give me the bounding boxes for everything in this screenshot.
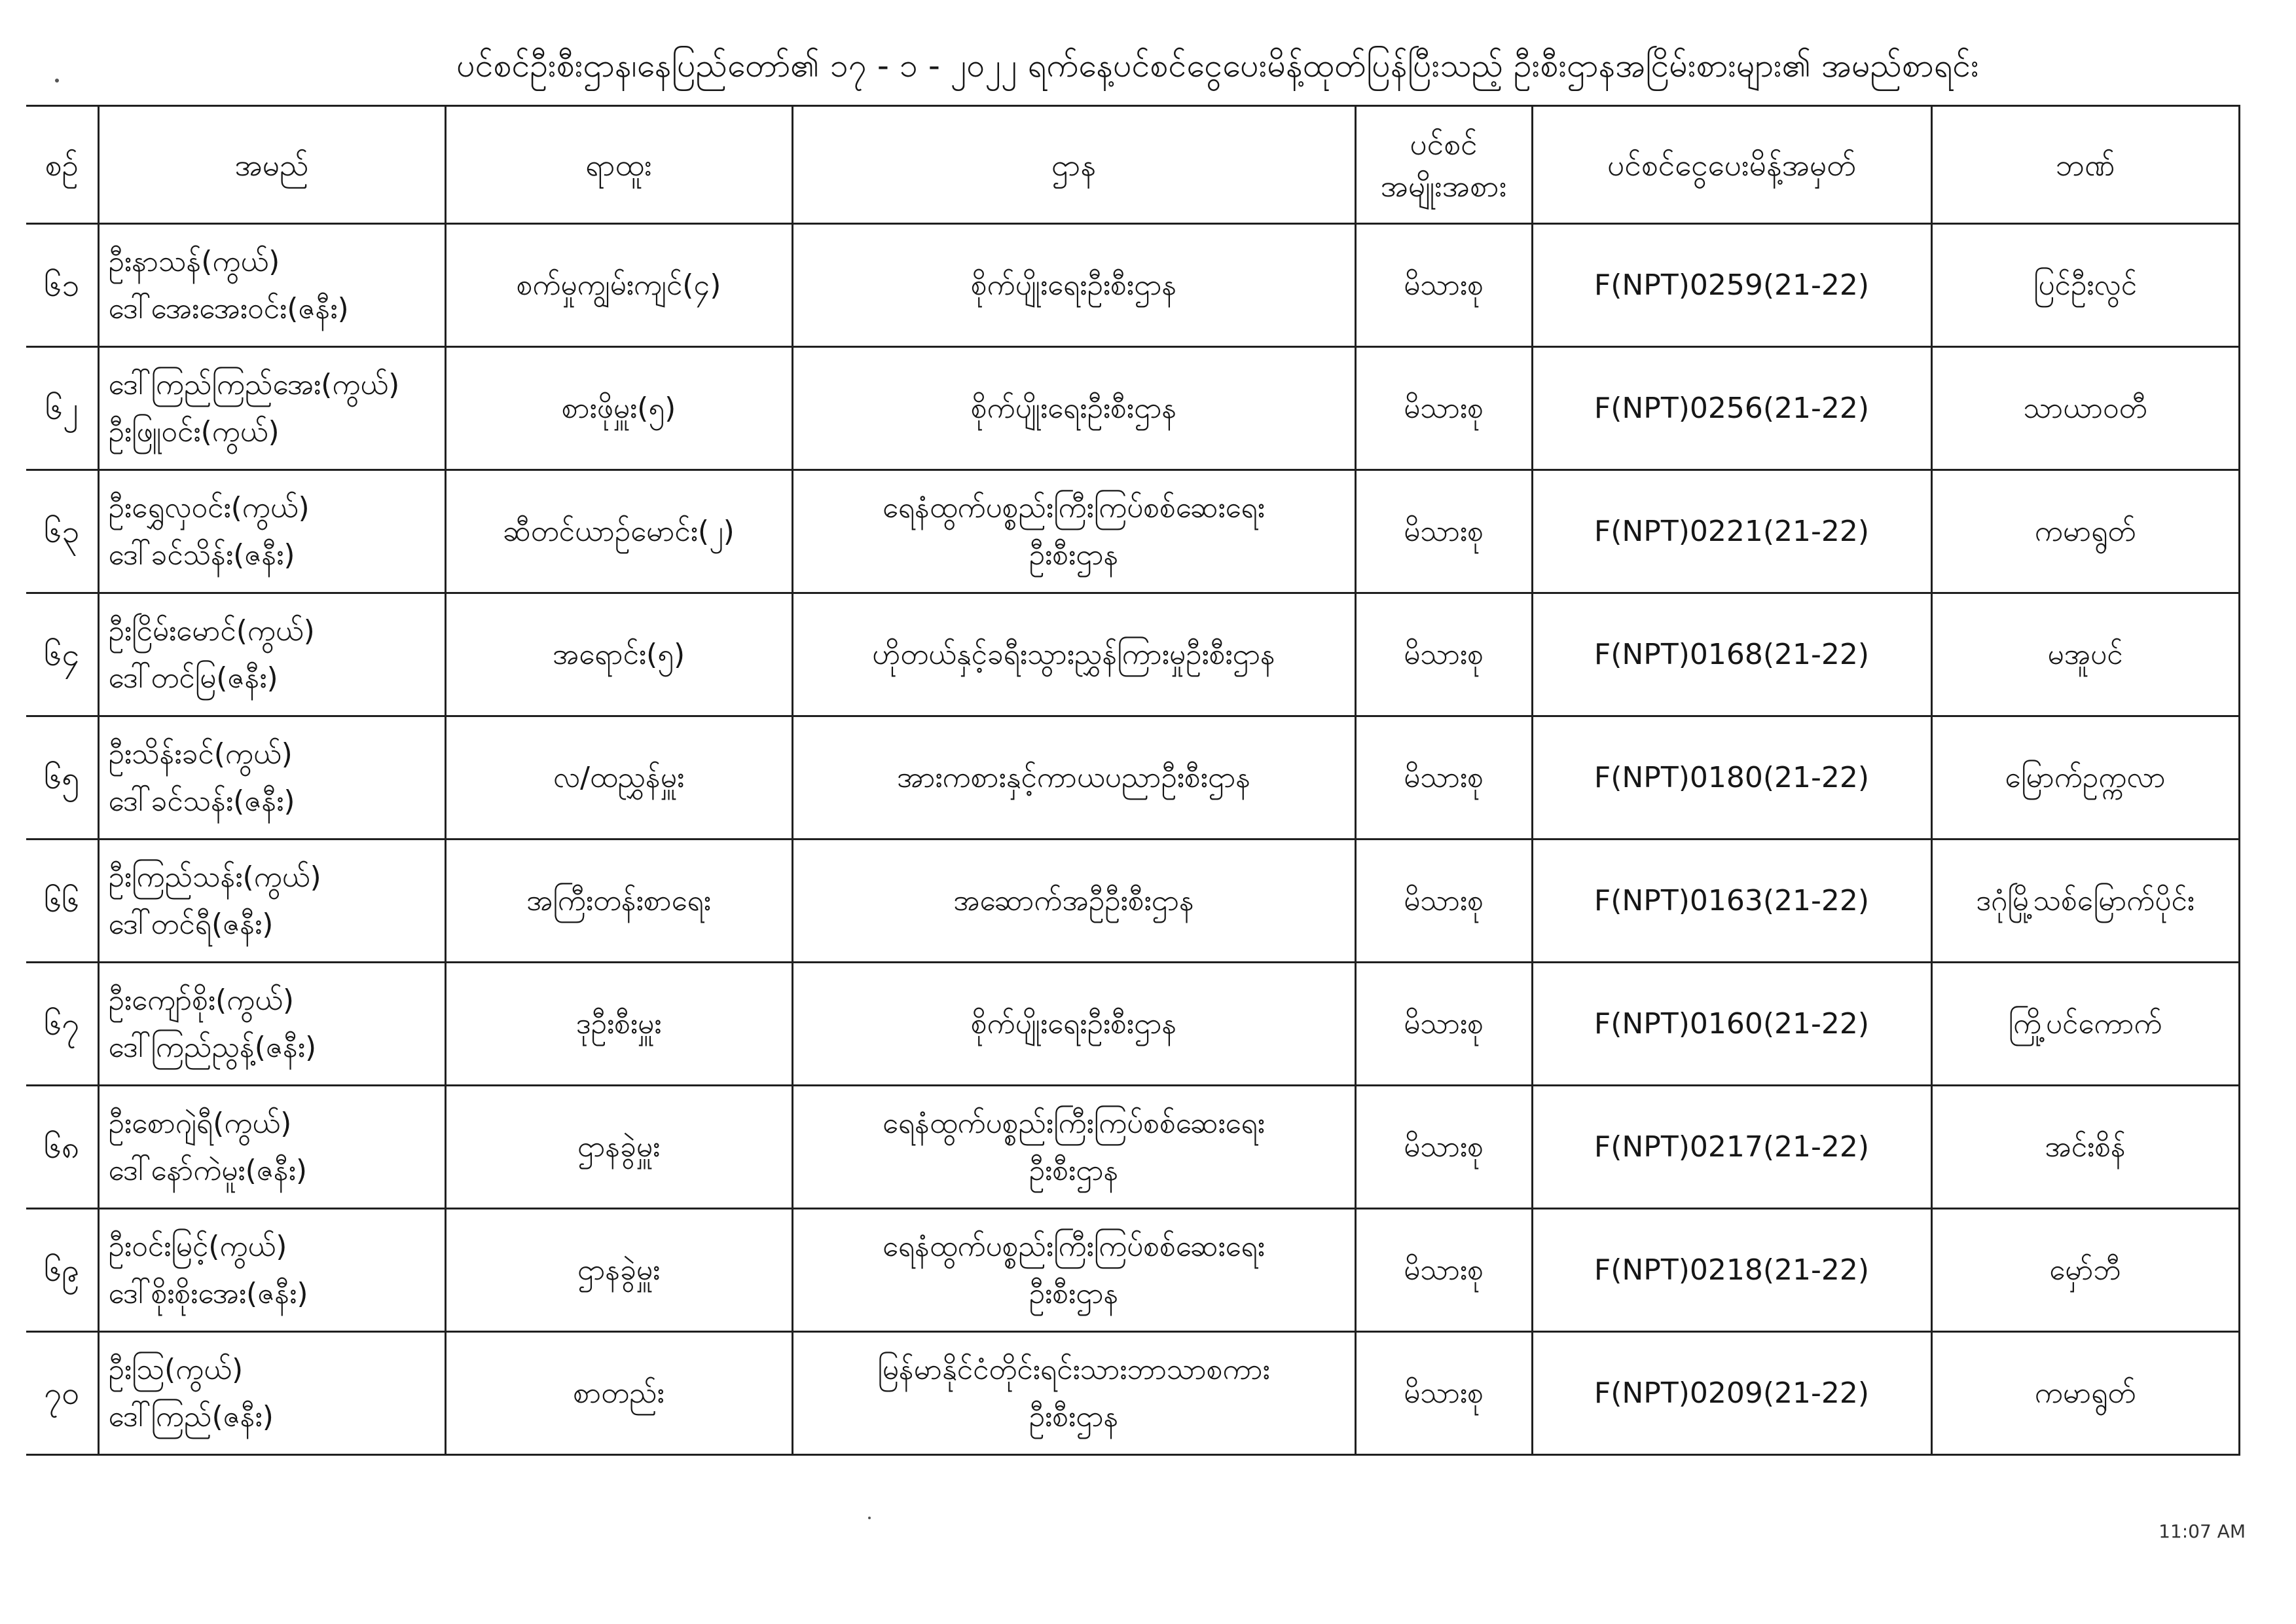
cell-name-primary: ဦးရွှေလှဝင်း(ကွယ်) [108,490,310,525]
scan-speck [868,1517,871,1519]
cell-bank: ကမာရွတ် [1931,1332,2239,1455]
cell-name-secondary: ဒေါ်တင်မြ(ဇနီး) [108,661,278,695]
cell-department [792,224,1355,347]
cell-no: ၆၂ [26,347,98,470]
cell-name-secondary: ဒေါ်ကြည်(ဇနီး) [108,1399,274,1433]
table-row [26,1086,2239,1209]
pension-list-table [26,105,2240,1456]
cell-name-secondary: ဒေါ်ခင်သိန်း(ဇနီး) [108,538,295,572]
cell-name [98,963,445,1086]
cell-bank: သာယာဝတီ [1931,347,2239,470]
cell-department [792,1332,1355,1455]
table-row [26,593,2239,716]
cell-pension-type: မိသားစု [1355,963,1532,1086]
header-pension-type [1355,106,1532,224]
cell-department-line2: ဦးစီးဌာန [1029,538,1119,572]
header-pension-no: ပင်စင်ငွေပေးမိန့်အမှတ် [1532,106,1931,224]
cell-pension-type: မိသားစု [1355,1332,1532,1455]
cell-department [792,347,1355,470]
cell-rank: အကြီးတန်းစာရေး [445,840,792,963]
cell-pension-no: F(NPT)0256(21-22) [1532,347,1931,470]
cell-bank: အင်းစိန် [1931,1086,2239,1209]
cell-bank: ကြို့ပင်ကောက် [1931,963,2239,1086]
cell-pension-type: မိသားစု [1355,470,1532,593]
header-rank: ရာထူး [445,106,792,224]
cell-department [792,1086,1355,1209]
cell-name-primary: ဦးကြည်သန်း(ကွယ်) [108,860,321,894]
cell-rank: စက်မှုကျွမ်းကျင်(၄) [445,224,792,347]
cell-pension-type: မိသားစု [1355,224,1532,347]
cell-name [98,716,445,840]
cell-department [792,470,1355,593]
table-row [26,840,2239,963]
cell-rank: စားဖိုမှူး(၅) [445,347,792,470]
cell-department [792,1209,1355,1332]
cell-department [792,593,1355,716]
cell-pension-no: F(NPT)0180(21-22) [1532,716,1931,840]
cell-bank: ကမာရွတ် [1931,470,2239,593]
table-row [26,470,2239,593]
cell-pension-no: F(NPT)0218(21-22) [1532,1209,1931,1332]
table-body [26,224,2239,1455]
cell-name-secondary: ဒေါ်အေးအေးဝင်း(ဇနီး) [108,291,349,325]
cell-department-line2: ဦးစီးဌာန [1029,1399,1119,1433]
header-bank: ဘဏ် [1931,106,2239,224]
table-row [26,1332,2239,1455]
cell-name-secondary: ဒေါ်ခင်သန်း(ဇနီး) [108,784,295,818]
cell-no: ၇၀ [26,1332,98,1455]
cell-name [98,224,445,347]
cell-no: ၆၄ [26,593,98,716]
cell-pension-no: F(NPT)0259(21-22) [1532,224,1931,347]
cell-bank: မြောက်ဥက္ကလာ [1931,716,2239,840]
cell-rank: ဒုဦးစီးမှူး [445,963,792,1086]
cell-pension-no: F(NPT)0160(21-22) [1532,963,1931,1086]
cell-department-line1: ရေနံထွက်ပစ္စည်းကြီးကြပ်စစ်ဆေးရေး [883,490,1265,525]
cell-name [98,470,445,593]
cell-name [98,1332,445,1455]
cell-department-line1: အဆောက်အဦဦးစီးဌာန [953,883,1194,917]
cell-name-primary: ဦးဝင်းမြင့်(ကွယ်) [108,1229,287,1263]
cell-pension-type: မိသားစု [1355,840,1532,963]
cell-name-secondary: ဦးဖြူဝင်း(ကွယ်) [108,415,280,449]
cell-rank: အရောင်း(၅) [445,593,792,716]
scan-speck [55,79,59,83]
cell-department-line1: မြန်မာနိုင်ငံတိုင်းရင်းသားဘာသာစကား [877,1352,1270,1386]
cell-bank: ပြင်ဦးလွင် [1931,224,2239,347]
cell-pension-type: မိသားစု [1355,1086,1532,1209]
cell-no: ၆၆ [26,840,98,963]
cell-pension-no: F(NPT)0217(21-22) [1532,1086,1931,1209]
cell-name [98,840,445,963]
cell-name-primary: ဦးငြိမ်းမောင်(ကွယ်) [108,614,315,648]
cell-name [98,1209,445,1332]
cell-rank: လ/ထညွှန်မှူး [445,716,792,840]
cell-pension-no: F(NPT)0163(21-22) [1532,840,1931,963]
cell-department-line1: ရေနံထွက်ပစ္စည်းကြီးကြပ်စစ်ဆေးရေး [883,1229,1265,1263]
header-pension-type-line1: ပင်စင် [1410,126,1478,162]
cell-name-secondary: ဒေါ်နော်ကဲမူး(ဇနီး) [108,1153,308,1187]
header-no: စဉ် [26,106,98,224]
table-row [26,716,2239,840]
cell-bank: မှော်ဘီ [1931,1209,2239,1332]
cell-department [792,840,1355,963]
table-row [26,1209,2239,1332]
cell-department-line1: စိုက်ပျိုးရေးဦးစီးဌာန [970,1006,1177,1041]
cell-department-line1: ရေနံထွက်ပစ္စည်းကြီးကြပ်စစ်ဆေးရေး [883,1106,1265,1140]
cell-name-primary: ဦးသြ(ကွယ်) [108,1352,244,1386]
cell-department-line2: ဦးစီးဌာန [1029,1276,1119,1310]
header-pension-type-line2: အမျိုးအစား [1380,168,1507,204]
table-row [26,347,2239,470]
cell-no: ၆၉ [26,1209,98,1332]
header-name: အမည် [98,106,445,224]
cell-rank: စာတည်း [445,1332,792,1455]
cell-no: ၆၈ [26,1086,98,1209]
cell-department-line1: အားကစားနှင့်ကာယပညာဦးစီးဌာန [896,760,1251,794]
cell-pension-type: မိသားစု [1355,347,1532,470]
table-header [26,106,2239,224]
cell-pension-no: F(NPT)0209(21-22) [1532,1332,1931,1455]
cell-department-line1: ဟိုတယ်နှင့်ခရီးသွားညွှန်ကြားမှုဦးစီးဌာန [872,637,1275,671]
cell-department-line2: ဦးစီးဌာန [1029,1153,1119,1187]
cell-name [98,1086,445,1209]
cell-no: ၆၇ [26,963,98,1086]
cell-bank: မအူပင် [1931,593,2239,716]
cell-name-secondary: ဒေါ်ကြည်ညွန့်(ဇနီး) [108,1030,317,1064]
scan-timestamp: 11:07 AM [2159,1521,2246,1542]
cell-pension-type: မိသားစု [1355,716,1532,840]
header-row [26,106,2239,224]
cell-department-line1: စိုက်ပျိုးရေးဦးစီးဌာန [970,268,1177,302]
table-row [26,963,2239,1086]
cell-rank: ဆီတင်ယာဉ်မောင်း(၂) [445,470,792,593]
cell-department [792,716,1355,840]
cell-no: ၆၅ [26,716,98,840]
cell-pension-no: F(NPT)0168(21-22) [1532,593,1931,716]
cell-no: ၆၁ [26,224,98,347]
cell-name-primary: ဒေါ်ကြည်ကြည်အေး(ကွယ်) [108,367,400,401]
cell-name-secondary: ဒေါ်စိုးစိုးအေး(ဇနီး) [108,1276,308,1310]
cell-name-primary: ဦးနာသန်(ကွယ်) [108,244,280,278]
cell-pension-type: မိသားစု [1355,593,1532,716]
cell-rank: ဌာနခွဲမှူး [445,1086,792,1209]
cell-pension-no: F(NPT)0221(21-22) [1532,470,1931,593]
cell-name-secondary: ဒေါ်တင်ရီ(ဇနီး) [108,907,274,941]
cell-name [98,347,445,470]
cell-department [792,963,1355,1086]
cell-pension-type: မိသားစု [1355,1209,1532,1332]
cell-no: ၆၃ [26,470,98,593]
cell-department-line1: စိုက်ပျိုးရေးဦးစီးဌာန [970,391,1177,425]
cell-bank: ဒဂုံမြို့သစ်မြောက်ပိုင်း [1931,840,2239,963]
cell-name-primary: ဦးစောဂျဲရီ(ကွယ်) [108,1106,292,1140]
cell-rank: ဌာနခွဲမှူး [445,1209,792,1332]
cell-name-primary: ဦးသိန်းခင်(ကွယ်) [108,737,293,771]
cell-name-primary: ဦးကျော်စိုး(ကွယ်) [108,983,295,1017]
cell-name [98,593,445,716]
header-department: ဌာန [792,106,1355,224]
table-row [26,224,2239,347]
document-title: ပင်စင်ဦးစီးဌာန၊နေပြည်တော်၏ ၁၇ - ၁ - ၂၀၂၂ ရက်နေ့ပင်စင်ငွေပေးမိန့်ထုတ်ပြန်ပြီးသည့် ဦးစီးဌာနအငြိမ်းစားများ၏ အမည်စာရင်း [456,46,1979,84]
